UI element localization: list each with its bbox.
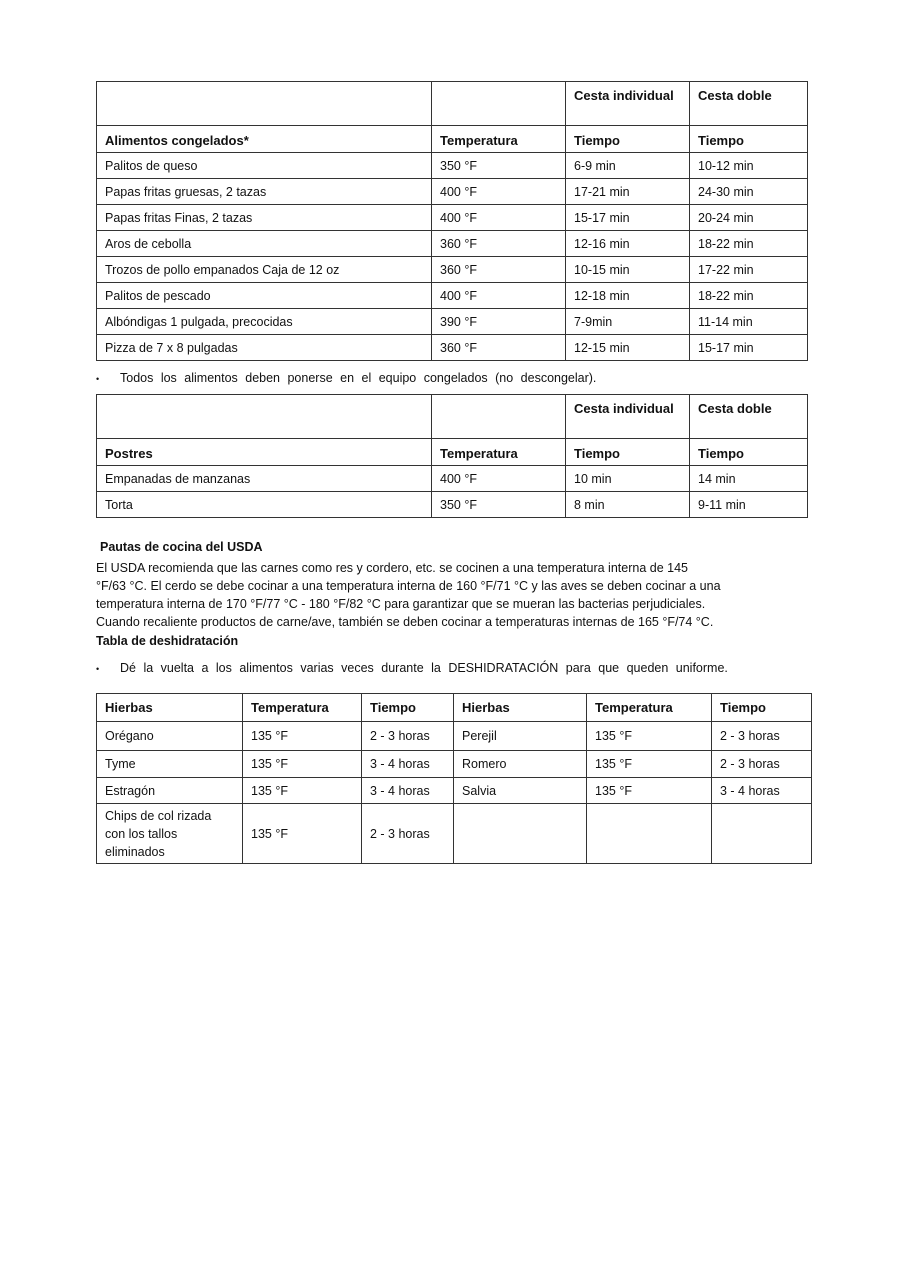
frozen-foods-table — [96, 81, 808, 361]
time-cell: 3 - 4 horas — [362, 778, 454, 804]
time-cell: 15-17 min — [566, 205, 690, 231]
temperature-cell: 390 °F — [432, 309, 566, 335]
food-cell: Pizza de 7 x 8 pulgadas — [97, 335, 432, 361]
table-row — [97, 492, 808, 518]
group-header-cell — [97, 82, 432, 126]
herb-cell: Romero — [454, 751, 587, 778]
column-header: Tiempo — [712, 694, 812, 722]
dehydration-note — [96, 661, 728, 675]
time-cell: 11-14 min — [690, 309, 808, 335]
temperature-cell: 135 °F — [243, 722, 362, 751]
table-row — [97, 153, 808, 179]
dehydration-note-text: Dé la vuelta a los alimentos varias veces durante la DESHIDRATACIÓN para que queden uniforme. — [120, 661, 728, 675]
column-header: Hierbas — [97, 694, 243, 722]
table-row — [97, 778, 812, 804]
table-row — [97, 804, 812, 864]
time-cell: 18-22 min — [690, 283, 808, 309]
column-header: Temperatura — [587, 694, 712, 722]
column-header: Temperatura — [432, 126, 566, 153]
time-cell: 3 - 4 horas — [712, 778, 812, 804]
column-header: Tiempo — [566, 439, 690, 466]
usda-line: temperatura interna de 170 °F/77 °C - 180 °F/82 °C para garantizar que se mueran las bacterias perjudiciales. — [96, 597, 706, 611]
table-row — [97, 179, 808, 205]
group-header-single-basket: Cesta individual — [566, 395, 690, 439]
column-header: Postres — [97, 439, 432, 466]
column-header: Tiempo — [690, 439, 808, 466]
herb-cell: Perejil — [454, 722, 587, 751]
group-header-cell — [432, 395, 566, 439]
time-cell: 18-22 min — [690, 231, 808, 257]
herb-cell — [454, 804, 587, 864]
temperature-cell: 400 °F — [432, 205, 566, 231]
table-row — [97, 335, 808, 361]
time-cell: 7-9min — [566, 309, 690, 335]
time-cell — [712, 804, 812, 864]
time-cell: 12-16 min — [566, 231, 690, 257]
table-row — [97, 309, 808, 335]
time-cell: 15-17 min — [690, 335, 808, 361]
herb-cell: Tyme — [97, 751, 243, 778]
usda-line: °F/63 °C. El cerdo se debe cocinar a una temperatura interna de 160 °F/71 °C y las aves se deben cocinar a una — [96, 579, 721, 593]
usda-line: El USDA recomienda que las carnes como res y cordero, etc. se cocinen a una temperatura interna de 145 — [96, 561, 688, 575]
dehydration-title: Tabla de deshidratación — [96, 634, 239, 648]
usda-paragraph — [96, 559, 776, 631]
bullet-icon: • — [96, 663, 100, 674]
time-cell: 14 min — [690, 466, 808, 492]
temperature-cell: 135 °F — [587, 778, 712, 804]
temperature-cell: 360 °F — [432, 257, 566, 283]
time-cell: 10-15 min — [566, 257, 690, 283]
food-cell: Aros de cebolla — [97, 231, 432, 257]
food-cell: Albóndigas 1 pulgada, precocidas — [97, 309, 432, 335]
time-cell: 3 - 4 horas — [362, 751, 454, 778]
table-header-row — [97, 439, 808, 466]
column-header: Tiempo — [362, 694, 454, 722]
table-header-row — [97, 126, 808, 153]
temperature-cell: 135 °F — [243, 751, 362, 778]
column-header: Hierbas — [454, 694, 587, 722]
time-cell: 12-15 min — [566, 335, 690, 361]
food-cell: Torta — [97, 492, 432, 518]
table-group-header-row — [97, 395, 808, 439]
food-cell: Papas fritas gruesas, 2 tazas — [97, 179, 432, 205]
time-cell: 2 - 3 horas — [712, 751, 812, 778]
food-cell: Papas fritas Finas, 2 tazas — [97, 205, 432, 231]
temperature-cell: 350 °F — [432, 492, 566, 518]
time-cell: 8 min — [566, 492, 690, 518]
food-cell: Trozos de pollo empanados Caja de 12 oz — [97, 257, 432, 283]
time-cell: 10-12 min — [690, 153, 808, 179]
table-row — [97, 205, 808, 231]
time-cell: 6-9 min — [566, 153, 690, 179]
time-cell: 2 - 3 horas — [362, 804, 454, 864]
herb-cell: Orégano — [97, 722, 243, 751]
temperature-cell — [587, 804, 712, 864]
temperature-cell: 360 °F — [432, 231, 566, 257]
time-cell: 17-22 min — [690, 257, 808, 283]
group-header-single-basket: Cesta individual — [566, 82, 690, 126]
time-cell: 9-11 min — [690, 492, 808, 518]
group-header-double-basket: Cesta doble — [690, 82, 808, 126]
herbs-table — [96, 693, 812, 864]
temperature-cell: 400 °F — [432, 179, 566, 205]
temperature-cell: 135 °F — [243, 804, 362, 864]
time-cell: 24-30 min — [690, 179, 808, 205]
frozen-note-text: Todos los alimentos deben ponerse en el equipo congelados (no descongelar). — [120, 371, 597, 385]
table-row — [97, 231, 808, 257]
bullet-icon: • — [96, 373, 100, 384]
herb-cell: Chips de col rizada con los tallos eliminados — [97, 804, 243, 864]
time-cell: 17-21 min — [566, 179, 690, 205]
table-header-row — [97, 694, 812, 722]
column-header: Alimentos congelados* — [97, 126, 432, 153]
herb-cell: Estragón — [97, 778, 243, 804]
temperature-cell: 350 °F — [432, 153, 566, 179]
time-cell: 12-18 min — [566, 283, 690, 309]
food-cell: Empanadas de manzanas — [97, 466, 432, 492]
temperature-cell: 400 °F — [432, 283, 566, 309]
temperature-cell: 135 °F — [587, 751, 712, 778]
column-header: Tiempo — [690, 126, 808, 153]
table-row — [97, 722, 812, 751]
group-header-cell — [97, 395, 432, 439]
time-cell: 20-24 min — [690, 205, 808, 231]
group-header-cell — [432, 82, 566, 126]
time-cell: 10 min — [566, 466, 690, 492]
usda-title: Pautas de cocina del USDA — [100, 540, 263, 554]
time-cell: 2 - 3 horas — [362, 722, 454, 751]
table-row — [97, 466, 808, 492]
frozen-note — [96, 371, 596, 385]
column-header: Temperatura — [243, 694, 362, 722]
temperature-cell: 400 °F — [432, 466, 566, 492]
usda-line: Cuando recaliente productos de carne/ave, también se deben cocinar a temperaturas internas de 165 °F/74 °C. — [96, 615, 714, 629]
table-group-header-row — [97, 82, 808, 126]
table-row — [97, 283, 808, 309]
temperature-cell: 135 °F — [587, 722, 712, 751]
herb-cell: Salvia — [454, 778, 587, 804]
food-cell: Palitos de queso — [97, 153, 432, 179]
table-row — [97, 257, 808, 283]
group-header-double-basket: Cesta doble — [690, 395, 808, 439]
temperature-cell: 360 °F — [432, 335, 566, 361]
column-header: Tiempo — [566, 126, 690, 153]
temperature-cell: 135 °F — [243, 778, 362, 804]
desserts-table — [96, 394, 808, 518]
table-row — [97, 751, 812, 778]
column-header: Temperatura — [432, 439, 566, 466]
time-cell: 2 - 3 horas — [712, 722, 812, 751]
food-cell: Palitos de pescado — [97, 283, 432, 309]
